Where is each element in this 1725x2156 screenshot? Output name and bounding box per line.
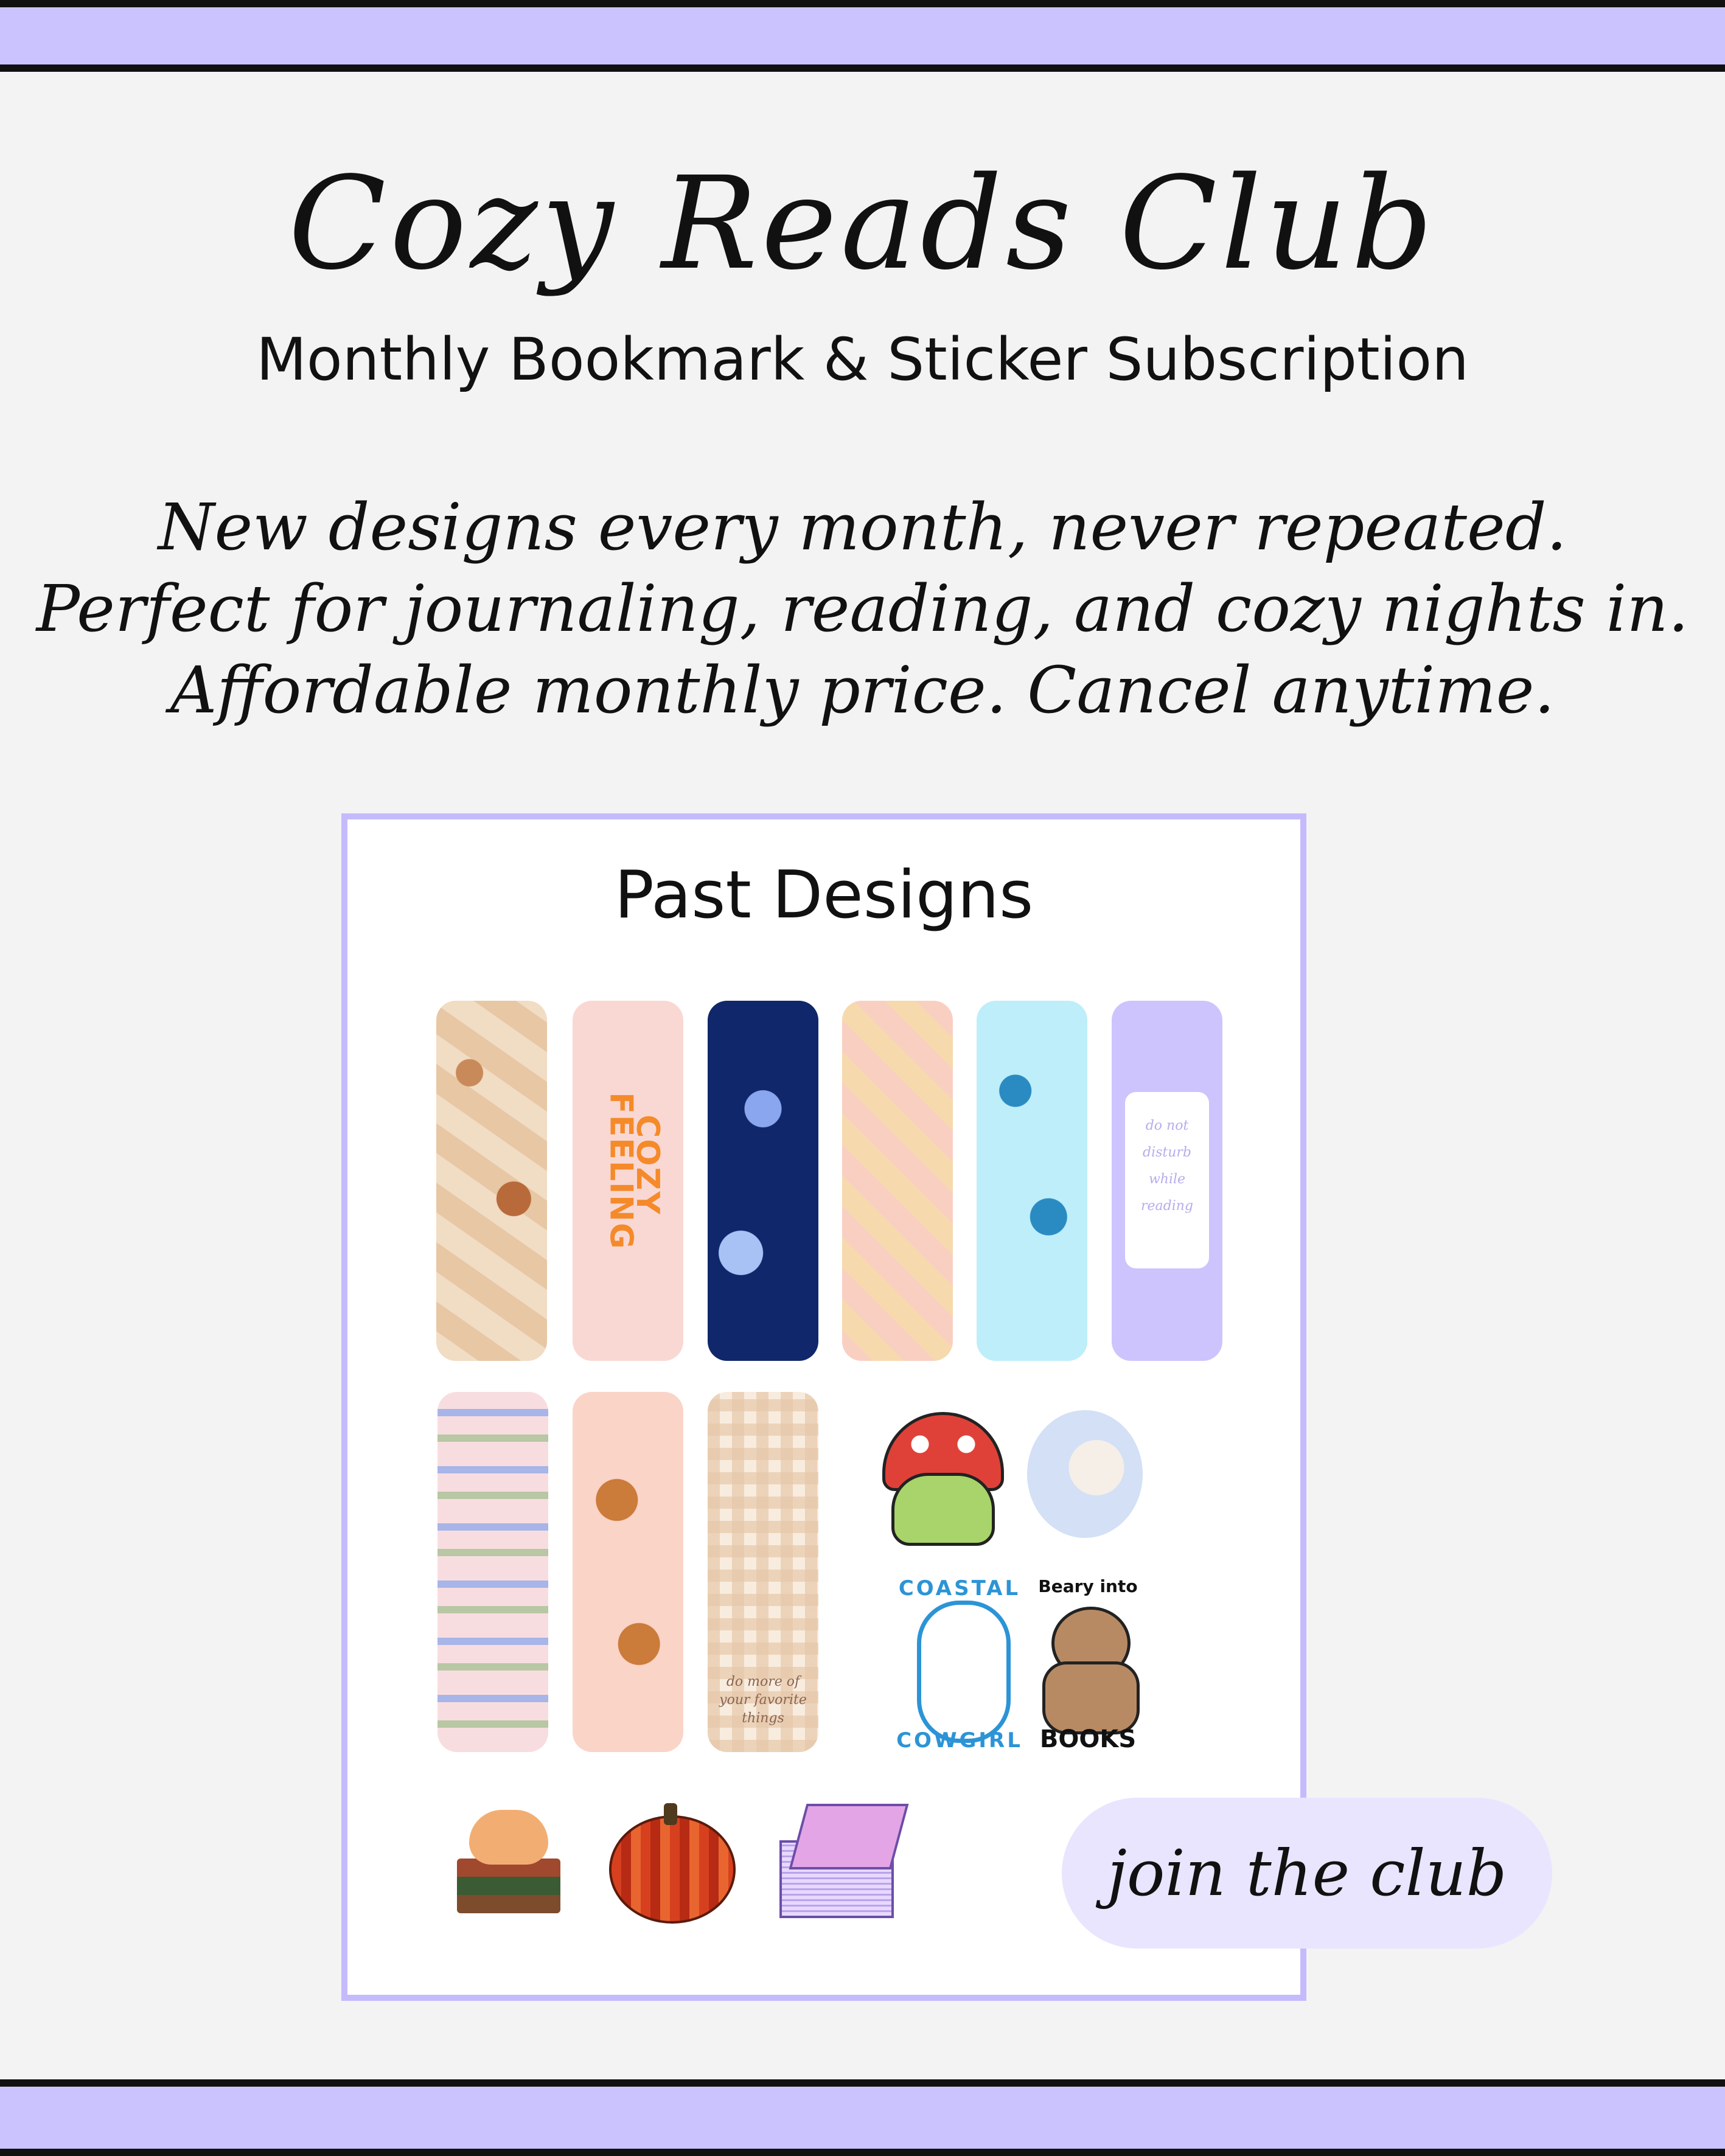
sticker-cat-on-books — [451, 1804, 566, 1913]
sticker-beary-into-books — [1027, 1576, 1149, 1753]
bookmark-feeling-cozy — [573, 1001, 683, 1361]
gallery-title: Past Designs — [614, 857, 1034, 933]
bookmark-pie-pattern — [436, 1001, 547, 1361]
bookmark-do-not-disturb — [1112, 1001, 1222, 1361]
bear-top-text: Beary into — [1038, 1576, 1138, 1596]
sticker-spell-book — [773, 1804, 901, 1925]
description-line: Perfect for journaling, reading, and cozy nights in. — [36, 571, 1689, 646]
sticker-moon-ghost — [1027, 1410, 1143, 1538]
description — [0, 487, 1725, 731]
bottom-banner — [0, 2079, 1725, 2156]
sticker-disco-pumpkin — [609, 1803, 731, 1919]
bookmark-navy-bows — [708, 1001, 818, 1361]
sticker-coastal-cowgirl — [887, 1576, 1033, 1753]
bookmark-selfcare-pattern — [842, 1001, 953, 1361]
dnd-line: do not — [1145, 1118, 1189, 1133]
coastal-top-text: COASTAL — [898, 1576, 1021, 1601]
description-line: New designs every month, never repeated. — [158, 490, 1567, 565]
sticker-mushroom-frog — [873, 1412, 1007, 1546]
bookmark-waffles — [573, 1392, 683, 1752]
page-subtitle: Monthly Bookmark & Sticker Subscription — [256, 325, 1469, 394]
join-club-button[interactable]: join the club — [1062, 1798, 1552, 1949]
bear-bottom-text: BOOKS — [1039, 1725, 1137, 1753]
favorite-things-text: do more of your favorite things — [719, 1674, 807, 1726]
coastal-bottom-text: COWGIRL — [896, 1728, 1023, 1753]
top-banner — [0, 0, 1725, 72]
bookmark-gingham — [708, 1392, 818, 1752]
bookmark-bows — [437, 1392, 548, 1752]
description-line: Affordable monthly price. Cancel anytime. — [170, 653, 1555, 728]
feeling-text: FEELING — [602, 1092, 639, 1250]
dnd-line: reading — [1140, 1198, 1194, 1214]
cozy-text: COZY — [629, 1115, 666, 1215]
do-not-disturb-card — [1125, 1092, 1209, 1268]
dnd-line: disturb — [1142, 1145, 1192, 1160]
dnd-line: while — [1148, 1172, 1186, 1187]
page-title: Cozy Reads Club — [288, 149, 1437, 298]
bookmark-snowflakes — [977, 1001, 1087, 1361]
